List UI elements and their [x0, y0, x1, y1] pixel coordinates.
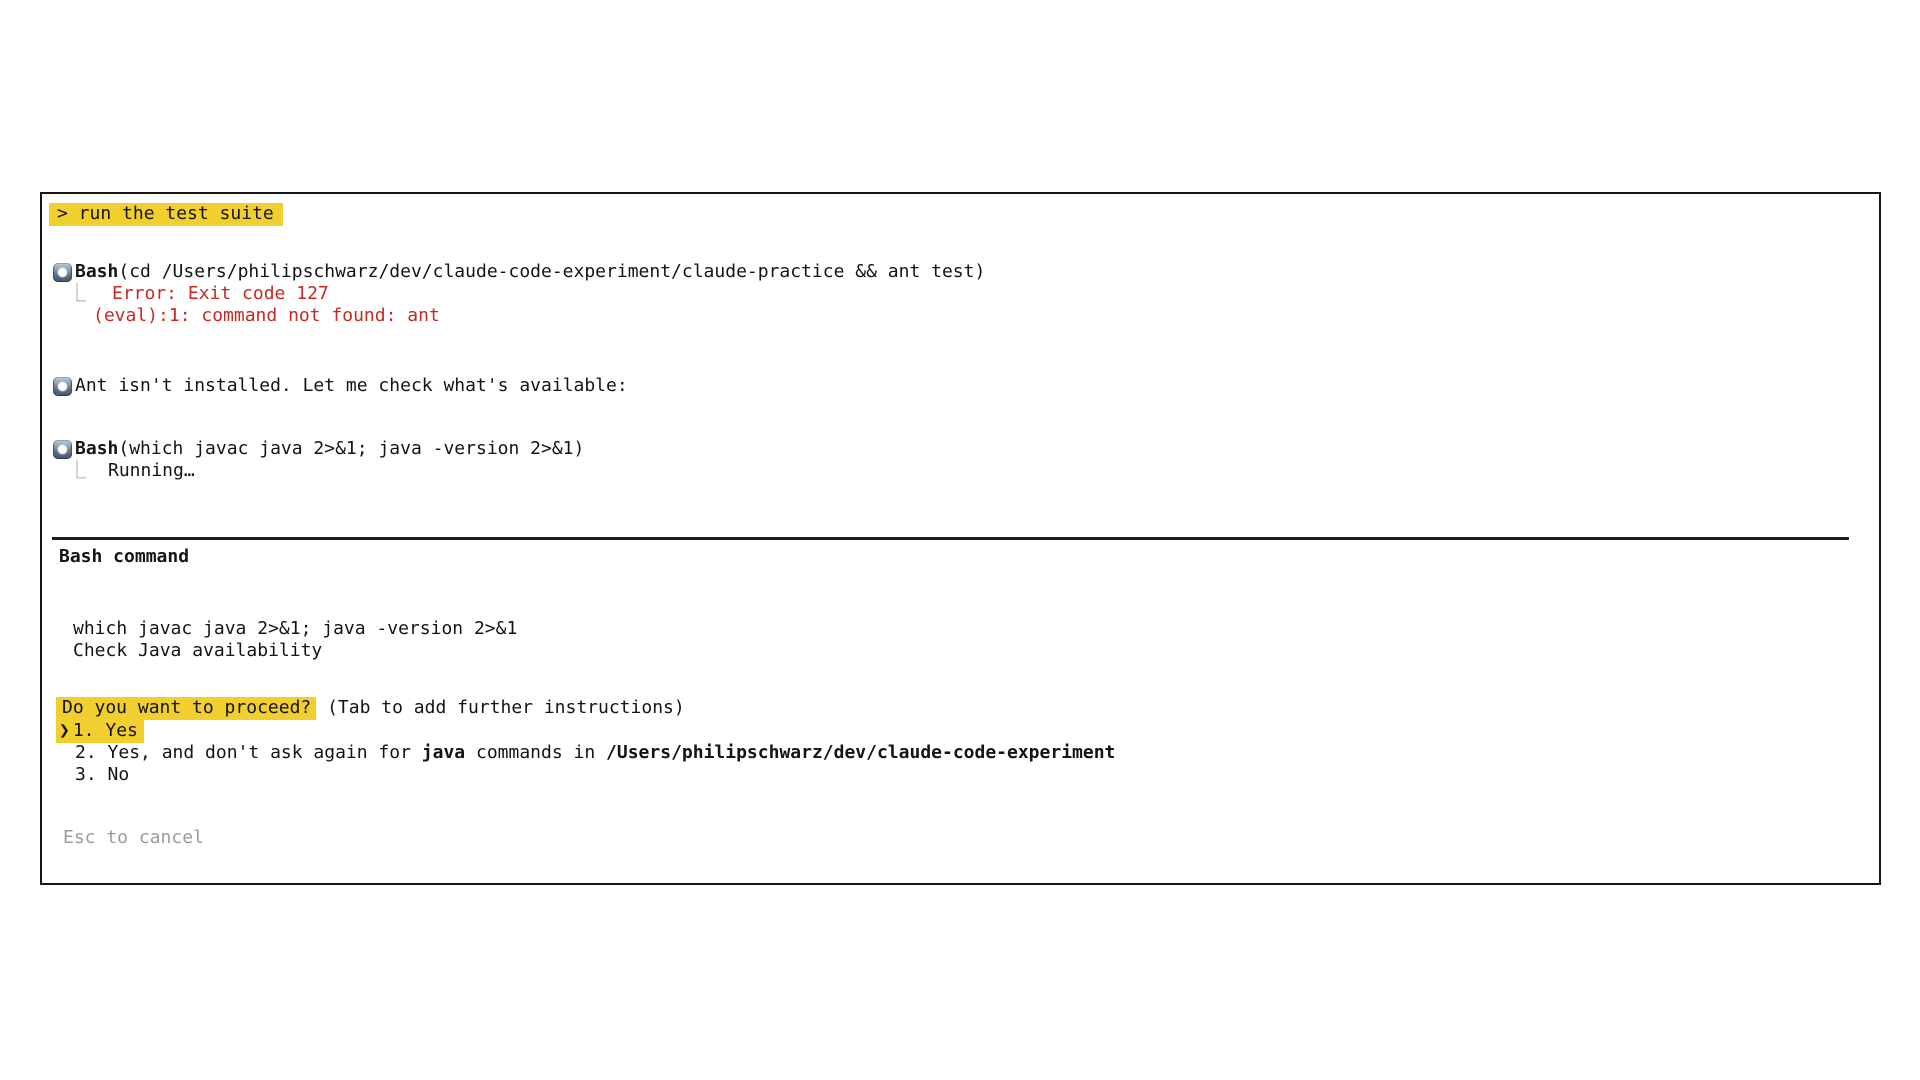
option-text: Yes, and don't ask again for — [96, 742, 422, 763]
dialog-question-line — [56, 697, 685, 720]
user-prompt-text: > run the test suite — [49, 203, 283, 226]
option-yes-highlight[interactable] — [56, 720, 144, 743]
option-directory-path: /Users/philipschwarz/dev/claude-code-experiment — [606, 742, 1116, 763]
dialog-top-border — [52, 537, 1849, 540]
user-prompt-line — [49, 203, 283, 226]
dialog-command-description: Check Java availability — [73, 640, 323, 661]
record-icon — [53, 263, 72, 282]
option-number: 3. — [75, 764, 97, 785]
option-no[interactable] — [75, 764, 129, 786]
tool-args: (cd /Users/philipschwarz/dev/claude-code-experiment/claude-practice && ant test) — [118, 261, 986, 282]
result-branch-glyph: ⎿ — [68, 283, 86, 304]
record-icon — [53, 377, 72, 396]
tool-result-running — [68, 460, 195, 482]
option-yes-dont-ask[interactable] — [75, 742, 1115, 764]
option-yes-label: 1. Yes — [72, 720, 138, 741]
option-yes[interactable] — [56, 720, 144, 743]
error-exit-code: Error: Exit code 127 — [112, 283, 329, 304]
dialog-command: which javac java 2>&1; java -version 2>&1 — [73, 618, 518, 639]
dialog-question: Do you want to proceed? — [56, 697, 316, 720]
assistant-note: Ant isn't installed. Let me check what's available: — [75, 375, 628, 396]
selection-arrow-icon: ❯ — [59, 720, 70, 741]
tool-result-error-line-2 — [93, 305, 440, 327]
tool-name: Bash — [75, 438, 119, 459]
running-status: Running… — [108, 460, 195, 481]
dialog-question-hint: (Tab to add further instructions) — [316, 697, 685, 718]
tool-name: Bash — [75, 261, 119, 282]
tool-args: (which javac java 2>&1; java -version 2>&1) — [118, 438, 585, 459]
dialog-title: Bash command — [59, 546, 190, 567]
tool-result-error-line-1 — [68, 283, 329, 305]
option-number: 2. — [75, 742, 97, 763]
option-text: commands in — [465, 742, 607, 763]
tool-call-bash-1 — [75, 261, 985, 283]
esc-to-cancel-hint: Esc to cancel — [63, 827, 204, 848]
terminal-window — [40, 192, 1881, 885]
result-branch-glyph: ⎿ — [68, 460, 86, 481]
error-detail: (eval):1: command not found: ant — [93, 305, 440, 326]
record-icon — [53, 440, 72, 459]
option-no-label: No — [96, 764, 130, 785]
option-command-name: java — [421, 742, 466, 763]
tool-call-bash-2 — [75, 438, 584, 460]
